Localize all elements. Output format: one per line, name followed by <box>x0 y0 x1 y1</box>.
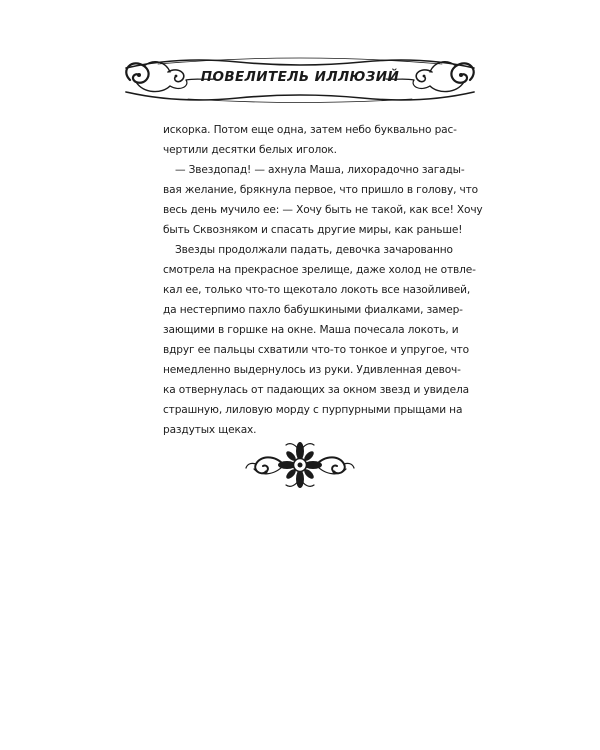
text-line: немедленно выдернулось из руки. Удивленная девоч- <box>163 364 461 376</box>
text-line: зающими в горшке на окне. Маша почесала локоть, и <box>163 324 459 336</box>
text-line: вая желание, брякнула первое, что пришло в голову, что <box>163 184 478 196</box>
running-title: ПОВЕЛИТЕЛЬ ИЛЛЮЗИЙ <box>200 69 400 85</box>
text-line: страшную, лиловую морду с пурпурными прыщами на <box>163 404 463 416</box>
text-line: смотрела на прекрасное зрелище, даже холод не отвле- <box>163 264 476 276</box>
text-line: вдруг ее пальцы схватили что-то тонкое и упругое, что <box>163 344 469 356</box>
floral-fleuron-icon <box>244 436 356 494</box>
page-header <box>118 48 482 106</box>
text-line: искорка. Потом еще одна, затем небо буквально рас- <box>163 124 457 136</box>
text-line: чертили десятки белых иголок. <box>163 144 337 156</box>
text-line: ка отвернулась от падающих за окном звезд и увидела <box>163 384 469 396</box>
text-line: кал ее, только что-то щекотало локоть все назойливей, <box>163 284 471 296</box>
text-line: весь день мучило ее: — Хочу быть не такой, как все! Хочу <box>163 204 483 216</box>
text-line: быть Сквозняком и спасать другие миры, как раньше! <box>163 224 463 236</box>
text-line: да нестерпимо пахло бабушкиными фиалками, замер- <box>163 304 463 316</box>
page-text <box>163 120 483 440</box>
text-line: Звезды продолжали падать, девочка зачарованно <box>175 244 453 256</box>
text-line: раздутых щеках. <box>163 424 257 436</box>
text-line: — Звездопад! — ахнула Маша, лихорадочно загады- <box>175 164 465 176</box>
